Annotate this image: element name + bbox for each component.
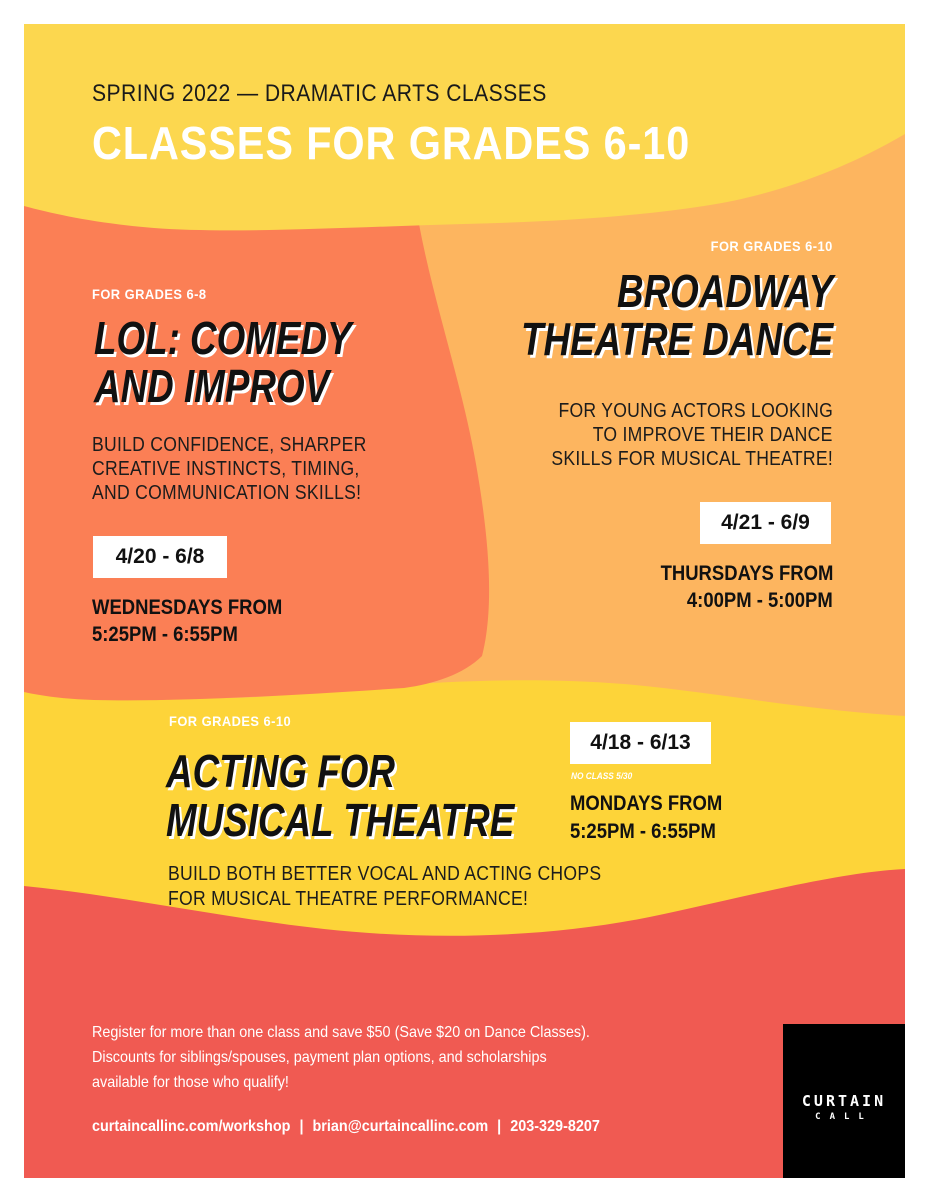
class-dates: 4/18 - 6/13	[590, 731, 691, 754]
class-title-line1: BROADWAY	[616, 265, 833, 317]
class-grades: FOR GRADES 6-8	[92, 286, 207, 302]
date-badge	[93, 536, 227, 578]
separator: |	[299, 1118, 304, 1135]
class-description-line2: FOR MUSICAL THEATRE PERFORMANCE!	[168, 888, 529, 910]
page-title: CLASSES FOR GRADES 6-10	[92, 117, 691, 169]
class-grades: FOR GRADES 6-10	[710, 238, 833, 254]
date-badge	[570, 722, 711, 764]
logo-word-curtain: CURTAIN	[801, 1092, 887, 1110]
poster	[24, 24, 905, 1178]
class-grades: FOR GRADES 6-10	[169, 713, 292, 729]
class-description-line3: AND COMMUNICATION SKILLS!	[92, 482, 362, 504]
schedule-time: 5:25PM - 6:55PM	[92, 623, 238, 646]
class-description-line2: CREATIVE INSTINCTS, TIMING,	[92, 458, 360, 480]
separator: |	[497, 1118, 502, 1135]
phone-number[interactable]: 203-329-8207	[510, 1118, 600, 1135]
date-badge	[700, 502, 831, 544]
header-kicker: SPRING 2022 — DRAMATIC ARTS CLASSES	[92, 80, 547, 107]
class-title-line2: MUSICAL THEATRE	[166, 794, 515, 846]
class-title-line1: LOL: COMEDY	[94, 312, 352, 364]
schedule-day: MONDAYS FROM	[570, 792, 723, 815]
class-description-line3: SKILLS FOR MUSICAL THEATRE!	[551, 448, 833, 470]
footer-line1: Register for more than one class and save $50 (Save $20 on Dance Classes).	[92, 1024, 590, 1041]
class-note: NO CLASS 5/30	[571, 771, 633, 781]
email-link[interactable]: brian@curtaincallinc.com	[312, 1118, 489, 1135]
schedule-time: 4:00PM - 5:00PM	[687, 589, 833, 612]
logo-word-call: CALL	[815, 1112, 873, 1122]
schedule-day: THURSDAYS FROM	[660, 562, 833, 585]
class-title-line2: AND IMPROV	[94, 360, 330, 412]
class-title-line1: ACTING FOR	[166, 745, 395, 797]
footer-line3: available for those who qualify!	[92, 1074, 289, 1091]
class-description-line2: TO IMPROVE THEIR DANCE	[593, 424, 833, 446]
schedule-day: WEDNESDAYS FROM	[92, 596, 283, 619]
curtain-call-logo	[783, 1024, 905, 1178]
footer-contact-row	[92, 1118, 600, 1136]
class-description-line1: FOR YOUNG ACTORS LOOKING	[558, 400, 833, 422]
class-dates: 4/20 - 6/8	[115, 545, 205, 568]
class-title-line2: THEATRE DANCE	[520, 313, 833, 365]
class-dates: 4/21 - 6/9	[721, 511, 810, 534]
footer-line2: Discounts for siblings/spouses, payment plan options, and scholarships	[92, 1049, 547, 1066]
website-link[interactable]: curtaincallinc.com/workshop	[92, 1118, 291, 1135]
class-description-line1: BUILD CONFIDENCE, SHARPER	[92, 434, 367, 456]
schedule-time: 5:25PM - 6:55PM	[570, 820, 716, 843]
class-description-line1: BUILD BOTH BETTER VOCAL AND ACTING CHOPS	[168, 863, 602, 885]
